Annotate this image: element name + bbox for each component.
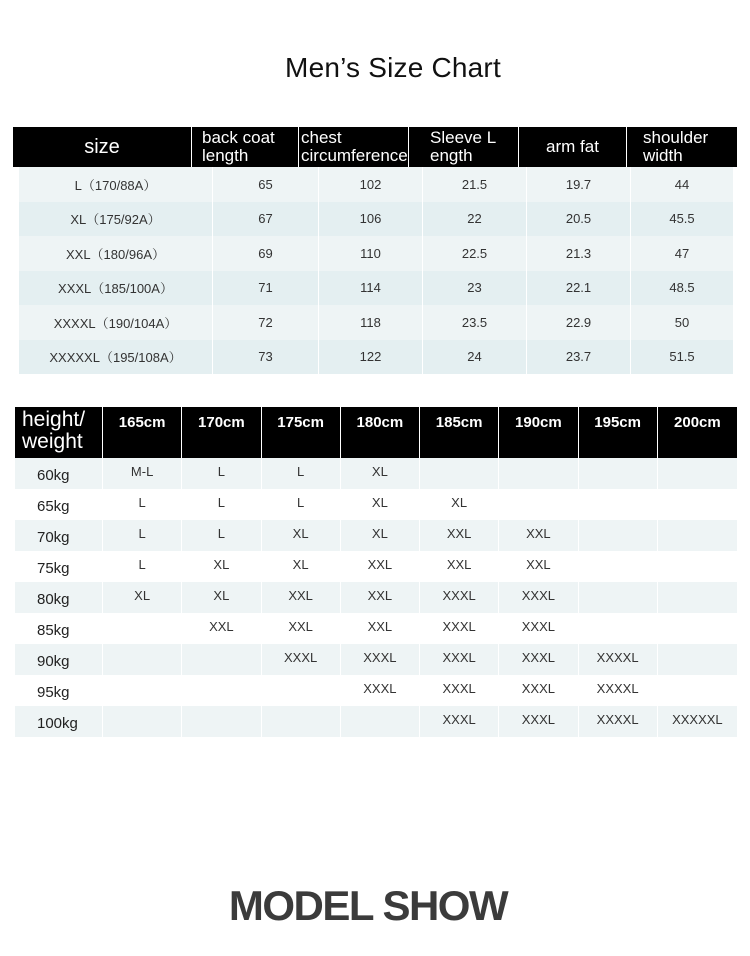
size-row [19, 167, 733, 202]
size-recommendation-cell [579, 551, 658, 582]
size-recommendation-cell [103, 613, 182, 644]
size-recommendation-cell: L [103, 489, 182, 520]
weight-row [15, 551, 737, 582]
size-recommendation-cell [182, 644, 261, 675]
size-cell: 45.5 [669, 211, 695, 227]
size-recommendation-cell: XXXL [420, 706, 499, 737]
size-recommendation-cell: XXL [182, 613, 261, 644]
size-cell: 110 [319, 236, 423, 271]
size-cell: 23 [423, 271, 527, 306]
size-recommendation-cell [658, 613, 737, 644]
size-cell: 21.3 [527, 236, 631, 271]
header-height-165cm: 165cm [103, 407, 182, 458]
size-recommendation-cell: XL [262, 551, 341, 582]
size-recommendation-cell [103, 675, 182, 706]
size-recommendation-cell [499, 489, 578, 520]
header-height-170cm: 170cm [182, 407, 261, 458]
size-cell: 22 [423, 202, 527, 237]
size-recommendation-cell: L [182, 520, 261, 551]
size-recommendation-cell: XL [420, 489, 499, 520]
header-size: size [13, 127, 192, 167]
size-recommendation-cell: XXXXL [579, 675, 658, 706]
size-recommendation-cell [579, 582, 658, 613]
size-recommendation-cell [262, 706, 341, 737]
header-height-185cm: 185cm [420, 407, 499, 458]
size-recommendation-cell [658, 644, 737, 675]
size-cell: 47 [674, 245, 690, 261]
weight-row [15, 706, 737, 737]
size-recommendation-cell: L [103, 520, 182, 551]
weight-row [15, 644, 737, 675]
weight-row [15, 520, 737, 551]
size-recommendation-cell: XXXL [420, 582, 499, 613]
size-recommendation-cell [579, 458, 658, 489]
size-cell: 22.5 [423, 236, 527, 271]
size-cell: 71 [213, 271, 319, 306]
size-recommendation-cell: XL [341, 458, 420, 489]
header-chest-circumference: chest circumference [301, 128, 408, 165]
size-recommendation-cell: M-L [103, 458, 182, 489]
size-cell: XXXL（185/100A） [19, 271, 213, 306]
weight-label: 70kg [15, 520, 103, 551]
size-recommendation-cell: XXXL [420, 644, 499, 675]
size-table-header [13, 127, 737, 167]
size-recommendation-cell: XXXL [420, 613, 499, 644]
size-row [19, 305, 733, 340]
size-recommendation-cell [579, 520, 658, 551]
size-recommendation-cell: XXXXL [579, 706, 658, 737]
size-cell: 114 [319, 271, 423, 306]
size-recommendation-cell: XXXL [499, 706, 578, 737]
size-recommendation-cell: XXXL [420, 675, 499, 706]
size-cell: 67 [213, 202, 319, 237]
weight-label: 90kg [15, 644, 103, 675]
weight-label: 100kg [15, 706, 103, 737]
header-shoulder-width: shoulder width [643, 128, 709, 165]
size-recommendation-cell [262, 675, 341, 706]
size-recommendation-cell: XXL [341, 582, 420, 613]
size-recommendation-cell: XL [341, 520, 420, 551]
header-back-coat-length: back coat length [192, 127, 299, 167]
size-cell: 23.5 [423, 305, 527, 340]
size-cell: XL（175/92A） [19, 202, 213, 237]
header-arm-fat: arm fat [519, 127, 627, 167]
size-chart-table [13, 127, 737, 374]
size-recommendation-cell [103, 644, 182, 675]
size-cell: 48.5 [669, 280, 695, 296]
size-recommendation-cell: XXXXXL [672, 712, 723, 727]
header-height-180cm: 180cm [341, 407, 420, 458]
size-cell: 22.9 [527, 305, 631, 340]
size-recommendation-cell [658, 582, 737, 613]
weight-row [15, 489, 737, 520]
height-weight-body [15, 458, 737, 737]
size-row [19, 340, 733, 375]
size-cell: 20.5 [527, 202, 631, 237]
size-cell: 106 [319, 202, 423, 237]
weight-label: 85kg [15, 613, 103, 644]
size-cell: 51.5 [669, 349, 695, 365]
size-recommendation-cell: XXL [341, 551, 420, 582]
size-recommendation-cell [420, 458, 499, 489]
size-recommendation-cell: XXXL [499, 582, 578, 613]
size-recommendation-cell: XXXXL [579, 644, 658, 675]
size-recommendation-cell [658, 675, 737, 706]
size-recommendation-cell: L [182, 458, 261, 489]
size-table-body [19, 167, 733, 374]
page-title: Men’s Size Chart [285, 52, 501, 83]
height-weight-table [15, 407, 737, 737]
size-recommendation-cell: L [103, 551, 182, 582]
weight-label: 75kg [15, 551, 103, 582]
size-cell: 19.7 [527, 167, 631, 202]
weight-row [15, 582, 737, 613]
size-recommendation-cell [579, 489, 658, 520]
size-recommendation-cell: XXL [262, 613, 341, 644]
weight-row [15, 675, 737, 706]
size-cell: 22.1 [527, 271, 631, 306]
size-cell: 50 [674, 314, 690, 330]
size-recommendation-cell [182, 706, 261, 737]
size-cell: 122 [319, 340, 423, 375]
size-row [19, 271, 733, 306]
size-cell: 118 [319, 305, 423, 340]
size-recommendation-cell: L [262, 458, 341, 489]
size-recommendation-cell [103, 706, 182, 737]
size-recommendation-cell [579, 613, 658, 644]
size-recommendation-cell: XXL [499, 551, 578, 582]
size-recommendation-cell: XXXL [262, 644, 341, 675]
size-recommendation-cell: XXXL [499, 613, 578, 644]
weight-label: 95kg [15, 675, 103, 706]
size-recommendation-cell [499, 458, 578, 489]
weight-label: 80kg [15, 582, 103, 613]
size-cell: 65 [213, 167, 319, 202]
size-recommendation-cell [658, 520, 737, 551]
size-recommendation-cell: XL [103, 582, 182, 613]
header-sleeve-length: Sleeve L ength [409, 127, 519, 167]
size-recommendation-cell [658, 458, 737, 489]
size-row [19, 236, 733, 271]
size-recommendation-cell [182, 675, 261, 706]
size-cell: XXXXL（190/104A） [19, 305, 213, 340]
size-recommendation-cell: XXL [420, 520, 499, 551]
size-recommendation-cell [341, 706, 420, 737]
weight-label: 60kg [15, 458, 103, 489]
size-recommendation-cell [658, 489, 737, 520]
size-cell: 24 [423, 340, 527, 375]
size-recommendation-cell: XXL [341, 613, 420, 644]
size-cell: 102 [319, 167, 423, 202]
size-row [19, 202, 733, 237]
size-recommendation-cell: XXL [262, 582, 341, 613]
size-recommendation-cell: XXXL [341, 644, 420, 675]
header-height-200cm: 200cm [674, 414, 721, 431]
size-recommendation-cell: L [262, 489, 341, 520]
size-cell: 23.7 [527, 340, 631, 375]
header-height-weight: height/ weight [15, 407, 103, 458]
size-cell: XXL（180/96A） [19, 236, 213, 271]
size-recommendation-cell: L [182, 489, 261, 520]
weight-label: 65kg [15, 489, 103, 520]
size-cell: 73 [213, 340, 319, 375]
size-recommendation-cell: XL [182, 551, 261, 582]
header-height-175cm: 175cm [262, 407, 341, 458]
weight-row [15, 458, 737, 489]
size-cell: 69 [213, 236, 319, 271]
size-cell: L（170/88A） [19, 167, 213, 202]
size-cell: 72 [213, 305, 319, 340]
size-cell: 21.5 [423, 167, 527, 202]
model-show-heading: MODEL SHOW [228, 882, 508, 929]
size-cell: 44 [674, 176, 690, 192]
size-recommendation-cell: XXL [499, 520, 578, 551]
size-recommendation-cell: XL [341, 489, 420, 520]
size-cell: XXXXXL（195/108A） [19, 340, 213, 375]
size-recommendation-cell: XXXL [341, 675, 420, 706]
size-recommendation-cell: XXL [420, 551, 499, 582]
size-recommendation-cell: XXXL [499, 675, 578, 706]
size-recommendation-cell: XXXL [499, 644, 578, 675]
size-recommendation-cell: XL [262, 520, 341, 551]
size-recommendation-cell: XL [182, 582, 261, 613]
height-weight-header [15, 407, 737, 458]
size-recommendation-cell [658, 551, 737, 582]
weight-row [15, 613, 737, 644]
header-height-190cm: 190cm [499, 407, 578, 458]
header-height-195cm: 195cm [579, 407, 658, 458]
